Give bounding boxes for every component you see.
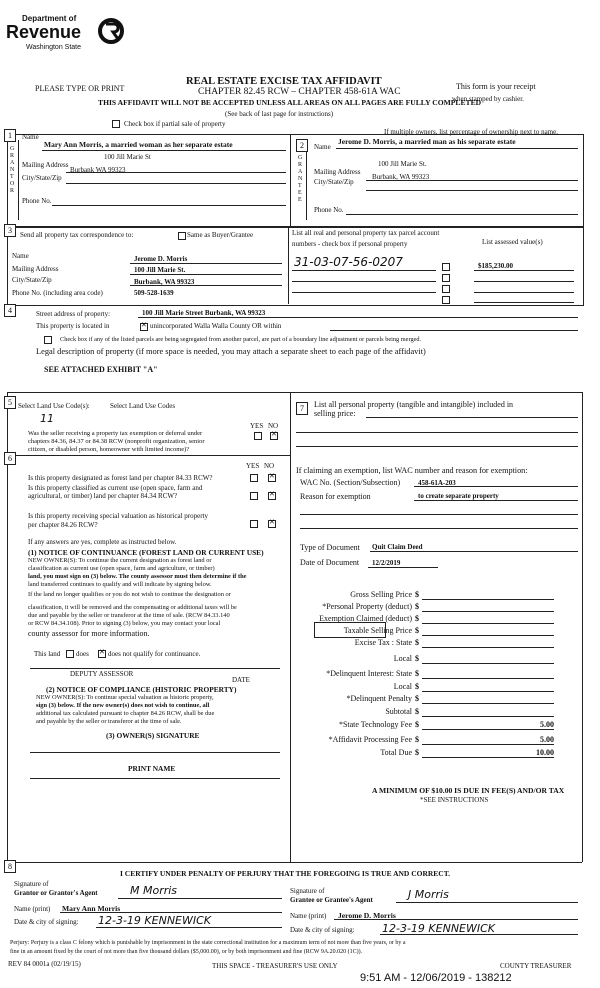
s6-q1: Is this property designated as forest land per chapter 84.33 RCW? — [28, 474, 213, 482]
assessed-header: List assessed value(s) — [482, 238, 543, 246]
doc-date-label: Date of Document — [300, 558, 360, 567]
calc-row-line[interactable] — [422, 599, 554, 600]
grantee-print-name[interactable]: Jerome D. Morris — [338, 911, 396, 920]
land-use-label: Select Land Use Code(s): — [18, 402, 90, 410]
grantor-print-name-label: Name (print) — [14, 905, 51, 913]
section1-number: 1 — [4, 129, 16, 142]
calc-row-label: *Delinquent Interest: State — [326, 669, 412, 678]
street-label: Street address of property: — [36, 310, 111, 318]
parcel-number[interactable]: 31-03-07-56-0207 — [294, 255, 403, 269]
does-label: does — [76, 650, 89, 658]
notice2-title: (2) NOTICE OF COMPLIANCE (HISTORIC PROPERTY) — [46, 685, 237, 694]
grantee-sig-label1: Signature of — [290, 887, 325, 895]
wac-value[interactable]: 458-61A-203 — [418, 479, 456, 487]
calc-row-line[interactable] — [422, 757, 554, 758]
located-value: unincorporated Walla Walla County OR within — [150, 322, 282, 330]
parcel2-personal-checkbox[interactable] — [442, 274, 450, 282]
print-timestamp: 9:51 AM - 12/06/2019 - 138212 — [360, 972, 512, 984]
grantor-city[interactable]: Burbank WA 99323 — [70, 166, 126, 174]
calc-row-label: Local — [393, 682, 412, 691]
grantee-city-label: City/State/Zip — [314, 178, 354, 186]
same-as-buyer-label: Same as Buyer/Grantee — [187, 231, 254, 239]
unincorporated-checkbox[interactable] — [140, 323, 148, 331]
s3-mailing[interactable]: 100 Jill Marie St. — [134, 266, 186, 274]
calc-row-dollar: $ — [415, 590, 419, 599]
grantor-side-label: GRANTOR — [10, 146, 15, 194]
logo-line2: Revenue — [6, 22, 82, 42]
grantor-date-city[interactable]: 12-3-19 KENNEWICK — [98, 914, 212, 927]
calc-row-label: *State Technology Fee — [338, 720, 412, 729]
calc-row-dollar: $ — [415, 614, 419, 623]
please-type: PLEASE TYPE OR PRINT — [35, 84, 125, 93]
grantor-signature[interactable]: M Morris — [130, 884, 178, 897]
s3-city[interactable]: Burbank, WA 99323 — [134, 278, 195, 286]
segregated-label: Check box if any of the listed parcels are being segregated from another parcel, are part of a boundary line adjustment or parcels being merged. — [60, 336, 422, 343]
does-not-qualify-checkbox[interactable] — [98, 650, 106, 658]
calc-row-dollar: $ — [415, 735, 419, 744]
grantor-name-label: Name — [22, 133, 39, 141]
s3-name[interactable]: Jerome D. Morris — [134, 255, 188, 263]
personal-property-label1: List all personal property (tangible and intangible) included in — [314, 400, 514, 409]
doc-type-value[interactable]: Quit Claim Deed — [372, 543, 423, 551]
calc-row-dollar: $ — [415, 654, 419, 663]
reason-value[interactable]: to create separate property — [418, 492, 499, 500]
grantor-date-city-label: Date & city of signing: — [14, 918, 79, 926]
owner-signature-label: (3) OWNER(S) SIGNATURE — [106, 731, 200, 740]
calc-row-value[interactable]: 5.00 — [540, 735, 554, 744]
minimum-due-note: A MINIMUM OF $10.00 IS DUE IN FEE(S) AND/OR TAX — [372, 786, 565, 795]
does-not-label: does not qualify for continuance. — [108, 650, 201, 658]
wac-label: WAC No. (Section/Subsection) — [300, 478, 401, 487]
parcel4-personal-checkbox[interactable] — [442, 296, 450, 304]
grantee-signature[interactable]: J Morris — [408, 888, 449, 901]
s5-yes: YES — [250, 422, 264, 430]
calc-row-label: Excise Tax : State — [354, 638, 412, 647]
form-title: REAL ESTATE EXCISE TAX AFFIDAVIT — [186, 76, 382, 87]
personal-property-label2: selling price: — [314, 409, 356, 418]
calc-row-dollar: $ — [415, 638, 419, 647]
this-land-label: This land — [34, 650, 61, 658]
calc-row-dollar: $ — [415, 626, 419, 635]
print-name-line[interactable] — [30, 778, 280, 779]
personal-property-line[interactable] — [366, 417, 578, 418]
owner-signature-line[interactable] — [30, 752, 280, 753]
s5-q1c: citizen, or disabled person, homeowner with limited income)? — [28, 446, 190, 453]
excise-tax-box[interactable] — [314, 622, 386, 638]
receipt-line2: when stamped by cashier. — [452, 95, 524, 103]
lower-divider — [290, 392, 291, 862]
calc-row-label: Exemption Claimed (deduct) — [319, 614, 412, 623]
send-correspondence-label: Send all property tax correspondence to: — [20, 231, 134, 239]
grantee-side-rule — [306, 140, 307, 220]
s5-q1a: Was the seller receiving a property tax exemption or deferral under — [28, 430, 203, 437]
s3-name-label: Name — [12, 252, 29, 260]
s6-no: NO — [264, 462, 275, 470]
grantee-city[interactable]: Burbank, WA 99323 — [372, 173, 430, 181]
calc-row-label: Total Due — [380, 748, 412, 757]
grantor-sig-label2: Grantor or Grantor's Agent — [14, 889, 98, 897]
perjury-line2: fine in an amount fixed by the court of not more than five thousand dollars ($5,000.00), or by both imprisonment and fine (RCW 9A.20.020 (1C)). — [10, 949, 363, 955]
calc-row-dollar: $ — [415, 720, 419, 729]
calc-row-line[interactable] — [422, 729, 554, 730]
current-use-yes-checkbox[interactable] — [250, 492, 258, 500]
section8-number: 8 — [4, 860, 16, 873]
grantee-name-label: Name — [314, 143, 331, 151]
forest-no-checkbox[interactable] — [268, 474, 276, 482]
parcel-header1: List all real and personal property tax parcel account — [292, 229, 440, 237]
grantor-mailing[interactable]: 100 Jill Marie St — [104, 153, 151, 161]
certify-statement: I CERTIFY UNDER PENALTY OF PERJURY THAT THE FOREGOING IS TRUE AND CORRECT. — [120, 869, 451, 878]
s3-city-label: City/State/Zip — [12, 276, 52, 284]
calc-row-value[interactable]: 10.00 — [536, 748, 554, 757]
see-instructions-note: *SEE INSTRUCTIONS — [420, 796, 489, 804]
legal-desc-label: Legal description of property (if more space is needed, you may attach a separate sheet to each page of the affidavit) — [36, 347, 426, 356]
calc-row-label: *Personal Property (deduct) — [322, 602, 412, 611]
calc-row-label: Local — [393, 654, 412, 663]
partial-sale-checkbox[interactable] — [112, 120, 120, 128]
grantor-city-label: City/State/Zip — [22, 174, 62, 182]
section3-number: 3 — [4, 224, 16, 237]
grantee-date-city-label: Date & city of signing: — [290, 926, 355, 934]
grantor-sig-label1: Signature of — [14, 880, 49, 888]
multiple-owners-note: If multiple owners, list percentage of ownership next to name. — [384, 128, 558, 136]
grantee-date-city[interactable]: 12-3-19 KENNEWICK — [382, 922, 496, 935]
grantee-side-label: GRANTEE — [298, 155, 303, 203]
calc-row-dollar: $ — [415, 707, 419, 716]
county-treasurer: COUNTY TREASURER — [500, 962, 572, 970]
dor-logo-mark-icon — [98, 18, 124, 44]
calc-row-line[interactable] — [422, 611, 554, 612]
deputy-date-label: DATE — [232, 676, 250, 684]
grantee-mailing[interactable]: 100 Jill Marie St. — [378, 160, 427, 168]
grantor-name[interactable]: Mary Ann Morris, a married woman as her separate estate — [44, 140, 233, 149]
calc-row-line[interactable] — [422, 623, 554, 624]
historic-no-checkbox[interactable] — [268, 520, 276, 528]
parties-divider — [290, 134, 291, 226]
section4-number: 4 — [4, 304, 16, 317]
doc-date-value[interactable]: 12/2/2019 — [372, 559, 401, 567]
s6-q2a: Is this property classified as current use (open space, farm and — [28, 484, 203, 492]
s6-q3b: per chapter 84.26 RCW? — [28, 521, 98, 529]
s5-q1b: chapters 84.36, 84.37 or 84.38 RCW (nonprofit organization, senior — [28, 438, 205, 445]
grantee-mailing-label: Mailing Address — [314, 168, 361, 176]
calc-row-label: *Affidavit Processing Fee — [328, 735, 412, 744]
forest-yes-checkbox[interactable] — [250, 474, 258, 482]
calc-row-line[interactable] — [422, 678, 554, 679]
calc-row-line[interactable] — [422, 691, 554, 692]
grantor-print-name[interactable]: Mary Ann Morris — [62, 904, 121, 913]
receipt-line1: This form is your receipt — [456, 82, 536, 91]
if-yes-instructions: If any answers are yes, complete as instructed below. — [28, 538, 177, 546]
s6-q3a: Is this property receiving special valuation as historical property — [28, 512, 209, 520]
notice1-title: (1) NOTICE OF CONTINUANCE (FOREST LAND OR CURRENT USE) — [28, 548, 264, 557]
see-exhibit: SEE ATTACHED EXHIBIT "A" — [44, 365, 158, 374]
grantor-mailing-label: Mailing Address — [22, 161, 69, 169]
see-back: (See back of last page for instructions) — [225, 110, 334, 118]
s5-no-checkbox[interactable] — [270, 432, 278, 440]
partial-sale-label: Check box if partial sale of property — [124, 120, 226, 128]
calc-row-label: *Delinquent Penalty — [346, 694, 412, 703]
treasurer-use-only: THIS SPACE - TREASURER'S USE ONLY — [212, 962, 338, 970]
grantee-sig-label2: Grantee or Grantee's Agent — [290, 896, 373, 904]
calc-row-line[interactable] — [422, 744, 554, 745]
section5-number: 5 — [4, 396, 16, 409]
calc-row-line[interactable] — [422, 663, 554, 664]
calc-row-line[interactable] — [422, 635, 554, 636]
does-qualify-checkbox[interactable] — [66, 650, 74, 658]
calc-row-label: Taxable Selling Price — [343, 626, 412, 635]
reason-label: Reason for exemption — [300, 492, 371, 501]
section7-number: 7 — [296, 402, 308, 415]
same-as-buyer-checkbox[interactable] — [178, 232, 186, 240]
calc-row-dollar: $ — [415, 669, 419, 678]
calc-row-dollar: $ — [415, 748, 419, 757]
grantor-phone-label: Phone No. — [22, 197, 52, 205]
segregated-checkbox[interactable] — [44, 336, 52, 344]
deputy-assessor-label: DEPUTY ASSESSOR — [70, 670, 134, 678]
historic-yes-checkbox[interactable] — [250, 520, 258, 528]
form-warning: THIS AFFIDAVIT WILL NOT BE ACCEPTED UNLESS ALL AREAS ON ALL PAGES ARE FULLY COMPLETED — [98, 98, 482, 107]
grantor-side-rule — [18, 140, 19, 220]
s6-yes: YES — [246, 462, 260, 470]
print-name-label: PRINT NAME — [128, 764, 176, 773]
current-use-no-checkbox[interactable] — [268, 492, 276, 500]
grantee-name[interactable]: Jerome D. Morris, a married man as his separate estate — [338, 137, 516, 146]
assessed-value[interactable]: $185,230.00 — [478, 262, 513, 270]
parcel-header2: numbers - check box if personal property — [292, 240, 408, 248]
grantee-phone-label: Phone No. — [314, 206, 344, 214]
parcel1-personal-checkbox[interactable] — [442, 263, 450, 271]
logo-line3: Washington State — [26, 44, 81, 51]
s6-q2b: agricultural, or timber) land per chapter 84.34 RCW? — [28, 492, 178, 500]
s3-mailing-label: Mailing Address — [12, 265, 59, 273]
perjury-line1: Perjury: Perjury is a class C felony which is punishable by imprisonment in the state correctional institution for a maximum term of not more than five years, or by a — [10, 940, 406, 946]
logo-line1: Department of — [22, 14, 77, 23]
calc-row-label: Gross Selling Price — [350, 590, 412, 599]
calc-row-dollar: $ — [415, 694, 419, 703]
doc-type-label: Type of Document — [300, 543, 360, 552]
s3-phone[interactable]: 509-528-1639 — [134, 289, 174, 297]
calc-row-line[interactable] — [422, 716, 554, 717]
calc-row-dollar: $ — [415, 682, 419, 691]
parcel3-personal-checkbox[interactable] — [442, 285, 450, 293]
street-address[interactable]: 100 Jill Marie Street Burbank, WA 99323 — [142, 309, 266, 317]
grantee-print-name-label: Name (print) — [290, 912, 327, 920]
calc-row-line[interactable] — [422, 703, 554, 704]
exemption-label: If claiming an exemption, list WAC number and reason for exemption: — [296, 466, 528, 475]
calc-row-dollar: $ — [415, 602, 419, 611]
s3-phone-label: Phone No. (including area code) — [12, 289, 103, 297]
rev-number: REV 84 0001a (02/19/15) — [8, 960, 81, 968]
s5-no: NO — [268, 422, 279, 430]
calc-row-line[interactable] — [422, 647, 554, 648]
calc-row-value[interactable]: 5.00 — [540, 720, 554, 729]
form-chapter: CHAPTER 82.45 RCW – CHAPTER 458-61A WAC — [198, 87, 401, 97]
land-use-select[interactable]: Select Land Use Codes — [110, 402, 176, 410]
calc-row-label: Subtotal — [385, 707, 412, 716]
section2-number: 2 — [296, 139, 308, 152]
s5-yes-checkbox[interactable] — [254, 432, 262, 440]
land-use-value[interactable]: 11 — [40, 412, 54, 425]
located-label: This property is located in — [36, 322, 110, 330]
section6-number: 6 — [4, 452, 16, 465]
